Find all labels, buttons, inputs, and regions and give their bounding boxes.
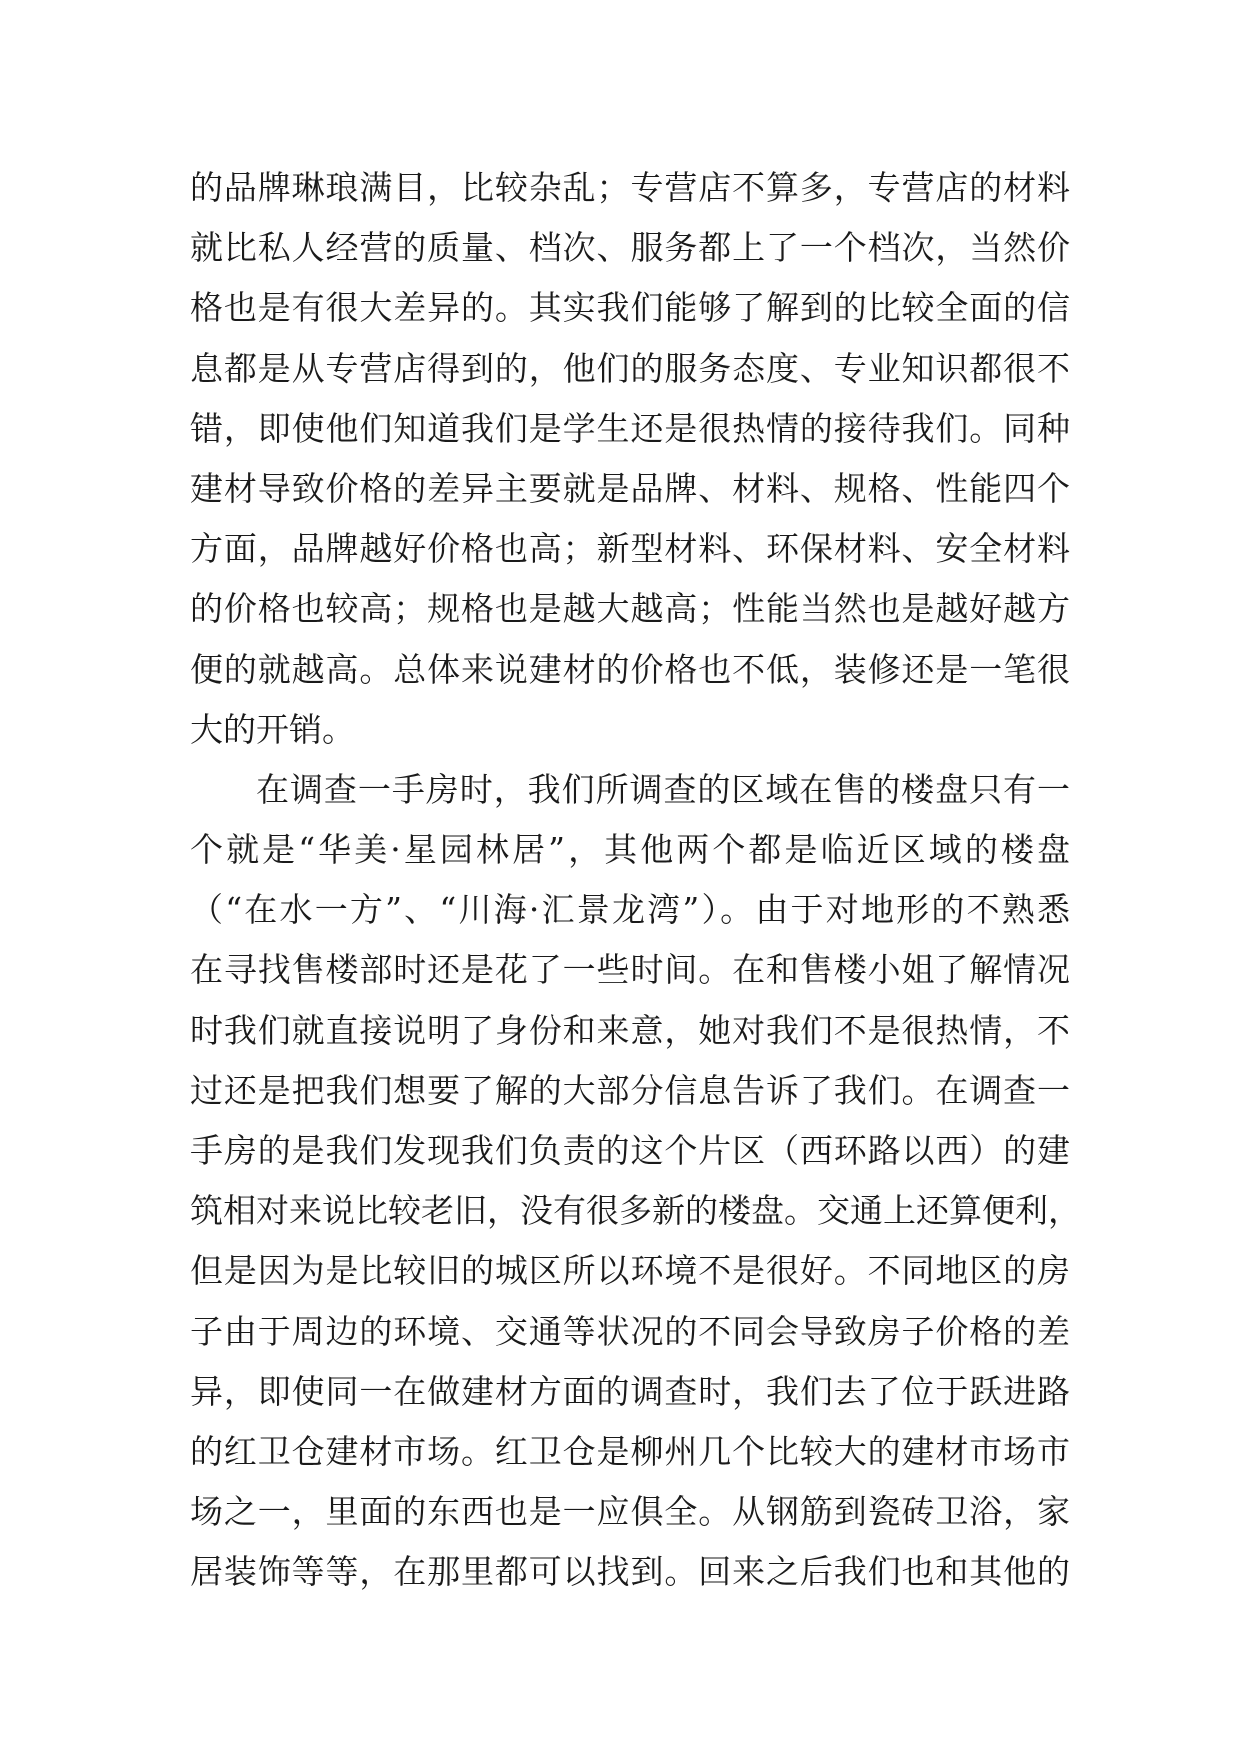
text-line: 的红卫仓建材市场。红卫仓是柳州几个比较大的建材市场市: [190, 1431, 1070, 1471]
text-line: 居装饰等等，在那里都可以找到。回来之后我们也和其他的: [190, 1552, 1070, 1592]
text-line: 在调查一手房时，我们所调查的区域在售的楼盘只有一: [256, 769, 1070, 809]
text-line: 个就是“华美·星园林居”，其他两个都是临近区域的楼盘: [190, 830, 1070, 870]
text-line: 息都是从专营店得到的，他们的服务态度、专业知识都很不: [190, 348, 1070, 388]
text-line: 的价格也较高；规格也是越大越高；性能当然也是越好越方: [190, 589, 1070, 629]
text-line: 但是因为是比较旧的城区所以环境不是很好。不同地区的房: [190, 1251, 1070, 1291]
body-text: [190, 158, 1081, 1603]
text-line: 时我们就直接说明了身份和来意，她对我们不是很热情，不: [190, 1010, 1070, 1050]
text-line: 在寻找售楼部时还是花了一些时间。在和售楼小姐了解情况: [190, 950, 1070, 990]
paragraph-1: [190, 158, 1070, 760]
text-line: 异，即使同一在做建材方面的调查时，我们去了位于跃进路: [190, 1371, 1070, 1411]
text-line: 就比私人经营的质量、档次、服务都上了一个档次，当然价: [190, 228, 1070, 268]
paragraph-2: [190, 760, 1081, 1603]
text-line: 方面，品牌越好价格也高；新型材料、环保材料、安全材料: [190, 529, 1070, 569]
text-line: 筑相对来说比较老旧，没有很多新的楼盘。交通上还算便利，: [190, 1191, 1081, 1231]
text-line: 错，即使他们知道我们是学生还是很热情的接待我们。同种: [190, 408, 1070, 448]
text-line: 建材导致价格的差异主要就是品牌、材料、规格、性能四个: [190, 468, 1070, 508]
text-line: （“在水一方”、“川海·汇景龙湾”）。由于对地形的不熟悉: [190, 890, 1070, 930]
text-line: 子由于周边的环境、交通等状况的不同会导致房子价格的差: [190, 1311, 1070, 1351]
text-line: 手房的是我们发现我们负责的这个片区（西环路以西）的建: [190, 1131, 1070, 1170]
text-line: 过还是把我们想要了解的大部分信息告诉了我们。在调查一: [190, 1070, 1070, 1110]
text-line: 格也是有很大差异的。其实我们能够了解到的比较全面的信: [190, 288, 1070, 328]
text-line: 便的就越高。总体来说建材的价格也不低，装修还是一笔很: [190, 649, 1070, 689]
text-line: 的品牌琳琅满目，比较杂乱；专营店不算多，专营店的材料: [190, 168, 1070, 207]
text-line: 场之一，里面的东西也是一应俱全。从钢筋到瓷砖卫浴，家: [190, 1492, 1070, 1532]
text-line: 大的开销。: [190, 709, 355, 749]
